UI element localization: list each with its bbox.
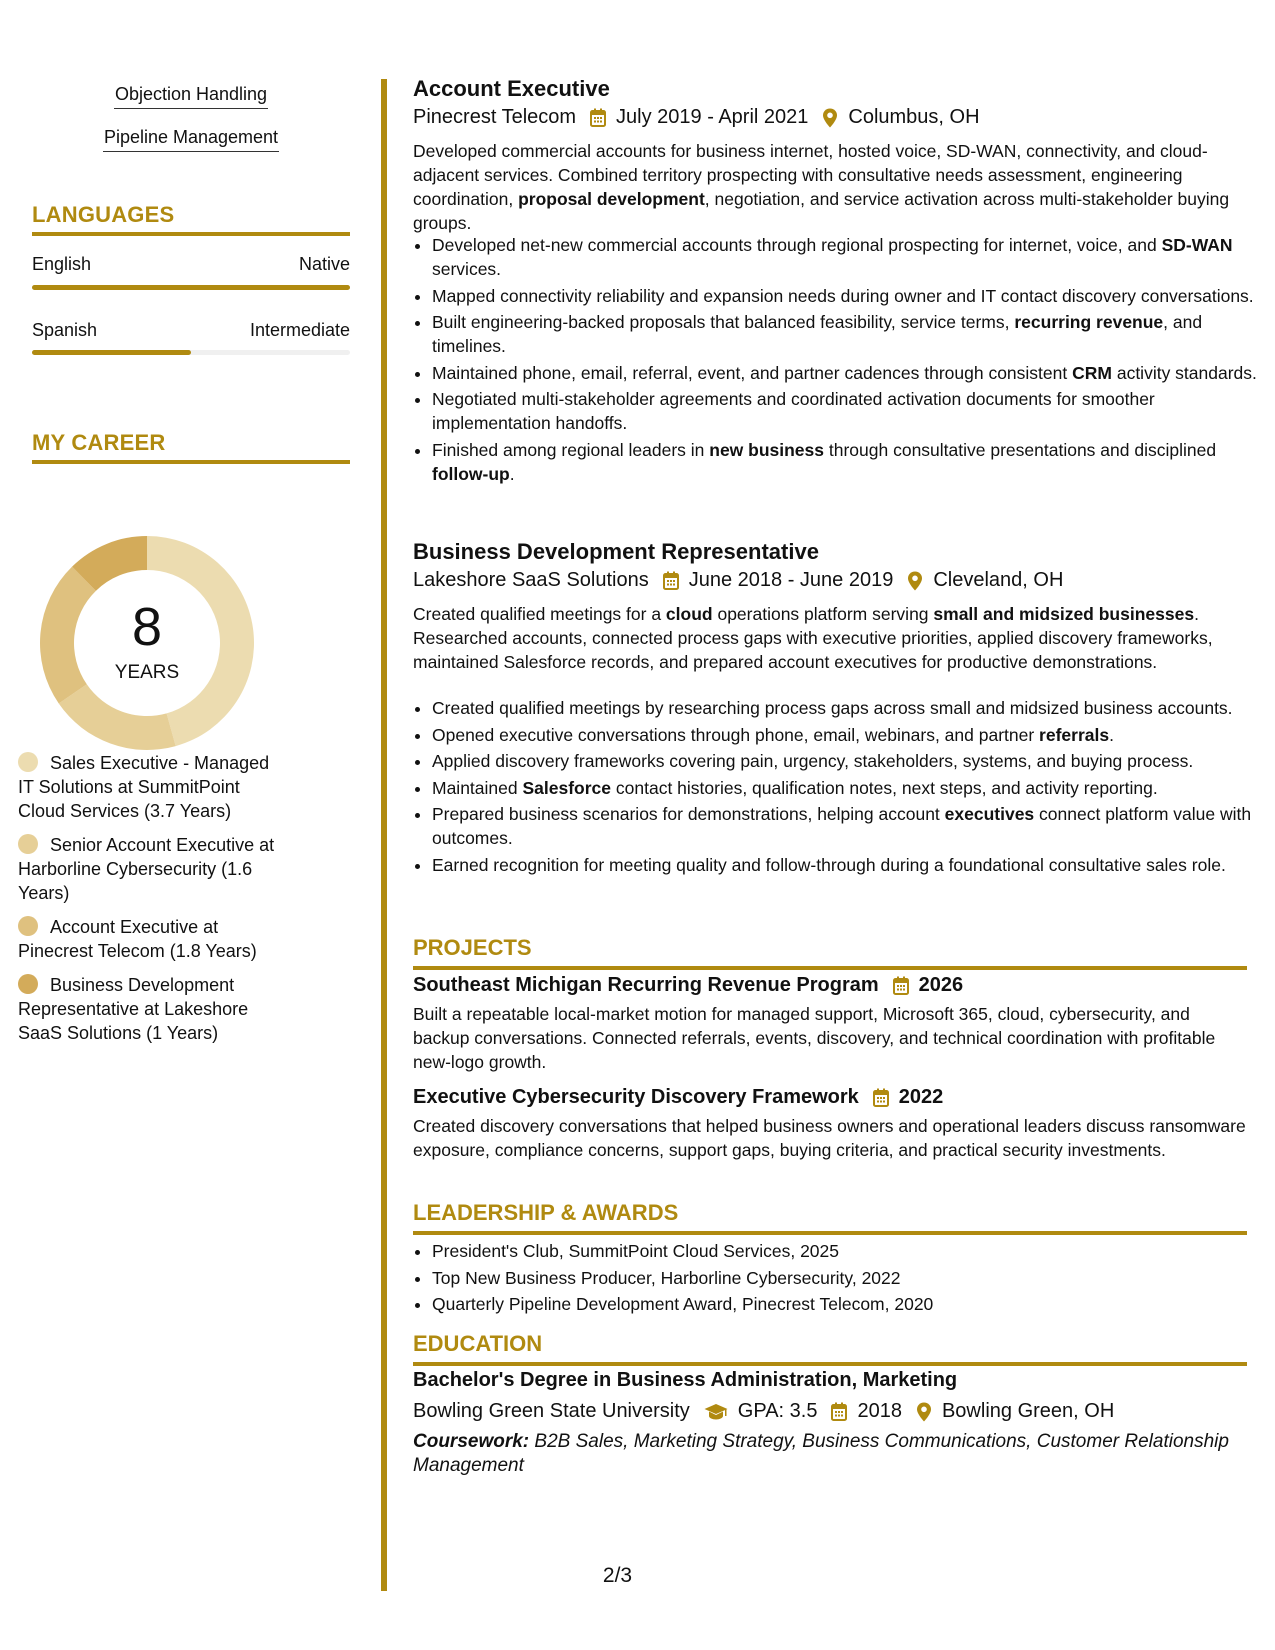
coursework-list: B2B Sales, Marketing Strategy, Business Communications, Customer Relationship Management [413,1431,1229,1476]
career-legend-item: Business Development Representative at Lakeshore SaaS Solutions (1 Years) [18,975,249,1043]
languages-heading: LANGUAGES [32,202,350,236]
job-meta [413,106,980,129]
list-item: • Earned recognition for meeting quality and follow-through during a foundational consultative sales role. [432,853,1266,877]
language-name: English [32,254,92,274]
awards-heading: LEADERSHIP & AWARDS [413,1200,1247,1235]
coursework-label: Coursework: [413,1431,530,1452]
language-row [32,320,350,341]
map-pin-icon [822,108,838,128]
list-item: • Created qualified meetings by researching process gaps across small and midsized business accounts. [432,696,1266,720]
company-name: Lakeshore SaaS Solutions [413,569,649,591]
language-proficiency-bar [32,285,350,290]
language-name: Spanish [32,320,98,340]
list-item: • Maintained Salesforce contact histories, qualification notes, next steps, and activity reporting. [432,776,1266,800]
donut-segment [59,684,176,750]
language-proficiency-fill [32,285,350,290]
career-legend-item: Sales Executive - Managed IT Solutions at SummitPoint Cloud Services (3.7 Years) [18,753,270,821]
language-proficiency-bar [32,350,350,355]
education-meta [413,1400,1114,1423]
career-total-years: 8 [131,597,163,657]
career-legend-item: Senior Account Executive at Harborline Cybersecurity (1.6 Years) [18,835,275,903]
legend-dot [18,834,38,854]
page-number: 2/3 [602,1564,633,1587]
job-meta [413,569,1063,592]
company-name: Pinecrest Telecom [413,106,577,128]
gpa: GPA: 3.5 [737,1400,818,1422]
project-title-row [413,1086,943,1109]
map-pin-icon [907,571,923,591]
language-proficiency-fill [32,350,191,355]
list-item: • Applied discovery frameworks covering pain, urgency, stakeholders, systems, and buying process. [432,749,1266,773]
list-item: • Finished among regional leaders in new business through consultative presentations and disciplined follow-up. [432,438,1266,486]
skill-item: Objection Handling [32,84,350,105]
language-level: Intermediate [249,320,350,340]
graduation-year: 2018 [857,1400,902,1422]
degree-title: Bachelor's Degree in Business Administration, Marketing [413,1369,958,1391]
list-item: • Mapped connectivity reliability and expansion needs during owner and IT contact discovery conversations. [432,284,1266,308]
project-description: Created discovery conversations that helped business owners and operational leaders discuss ransomware exposure, compliance concerns, support gaps, buying criteria, and practical security investments. [413,1116,1246,1160]
job-dates: July 2019 - April 2021 [616,106,809,128]
project-year: 2022 [898,1086,944,1108]
legend-dot [18,974,38,994]
job-location: Cleveland, OH [933,569,1064,591]
graduation-cap-icon [704,1403,728,1421]
list-item: • President's Club, SummitPoint Cloud Services, 2025 [432,1239,1266,1263]
calendar-icon [893,976,909,995]
project-title: Southeast Michigan Recurring Revenue Program [413,974,879,996]
calendar-icon [590,108,606,127]
career-legend-item: Account Executive at Pinecrest Telecom (1.8 Years) [18,917,257,961]
skill-item: Pipeline Management [32,127,350,148]
job-location: Columbus, OH [848,106,980,128]
list-item: • Maintained phone, email, referral, event, and partner cadences through consistent CRM activity standards. [432,361,1266,385]
coursework [413,1430,1247,1478]
legend-dot [18,916,38,936]
column-divider [381,79,387,1591]
calendar-icon [831,1402,847,1421]
job-bullets [413,696,1266,879]
list-item: • Quarterly Pipeline Development Award, Pinecrest Telecom, 2020 [432,1292,1266,1316]
education-heading: EDUCATION [413,1331,1247,1366]
school-location: Bowling Green, OH [941,1400,1115,1422]
list-item: • Top New Business Producer, Harborline Cybersecurity, 2022 [432,1266,1266,1290]
projects-heading: PROJECTS [413,935,1247,970]
project-title: Executive Cybersecurity Discovery Framework [413,1086,859,1108]
list-item: • Developed net-new commercial accounts through regional prospecting for internet, voice, and SD-WAN services. [432,233,1266,281]
job-summary: Developed commercial accounts for business internet, hosted voice, SD-WAN, connectivity, and cloud-adjacent services. Combined territory prospecting with consultative needs assessment, engineering coordination, proposal development, negotiation, and service activation across multi-stakeholder buying groups. [413,141,1230,233]
legend-dot [18,752,38,772]
calendar-icon [873,1088,889,1107]
career-heading: MY CAREER [32,430,350,464]
project-description: Built a repeatable local-market motion for managed support, Microsoft 365, cloud, cybersecurity, and backup conversations. Connected referrals, events, discovery, and technical coordination with profitable new-logo growth. [413,1004,1216,1072]
job-summary: Created qualified meetings for a cloud operations platform serving small and midsized businesses. Researched accounts, connected process gaps with executive priorities, applied discovery frameworks, maintained Salesforce records, and prepared account executives for productive demonstrations. [413,604,1213,672]
list-item: • Opened executive conversations through phone, email, webinars, and partner referrals. [432,723,1266,747]
language-row [32,254,350,275]
list-item: • Prepared business scenarios for demonstrations, helping account executives connect platform value with outcomes. [432,802,1266,850]
job-title: Account Executive [413,76,610,101]
list-item: • Negotiated multi-stakeholder agreements and coordinated activation documents for smoother implementation handoffs. [432,387,1266,435]
project-year: 2026 [918,974,964,996]
awards-list [413,1239,1266,1319]
job-title: Business Development Representative [413,539,819,564]
calendar-icon [663,571,679,590]
school-name: Bowling Green State University [413,1400,690,1422]
job-dates: June 2018 - June 2019 [688,569,894,591]
project-title-row [413,974,963,997]
career-total-unit: YEARS [114,662,180,683]
map-pin-icon [916,1402,932,1422]
list-item: • Built engineering-backed proposals that balanced feasibility, service terms, recurring revenue, and timelines. [432,310,1266,358]
job-bullets [413,233,1266,488]
language-level: Native [298,254,350,274]
